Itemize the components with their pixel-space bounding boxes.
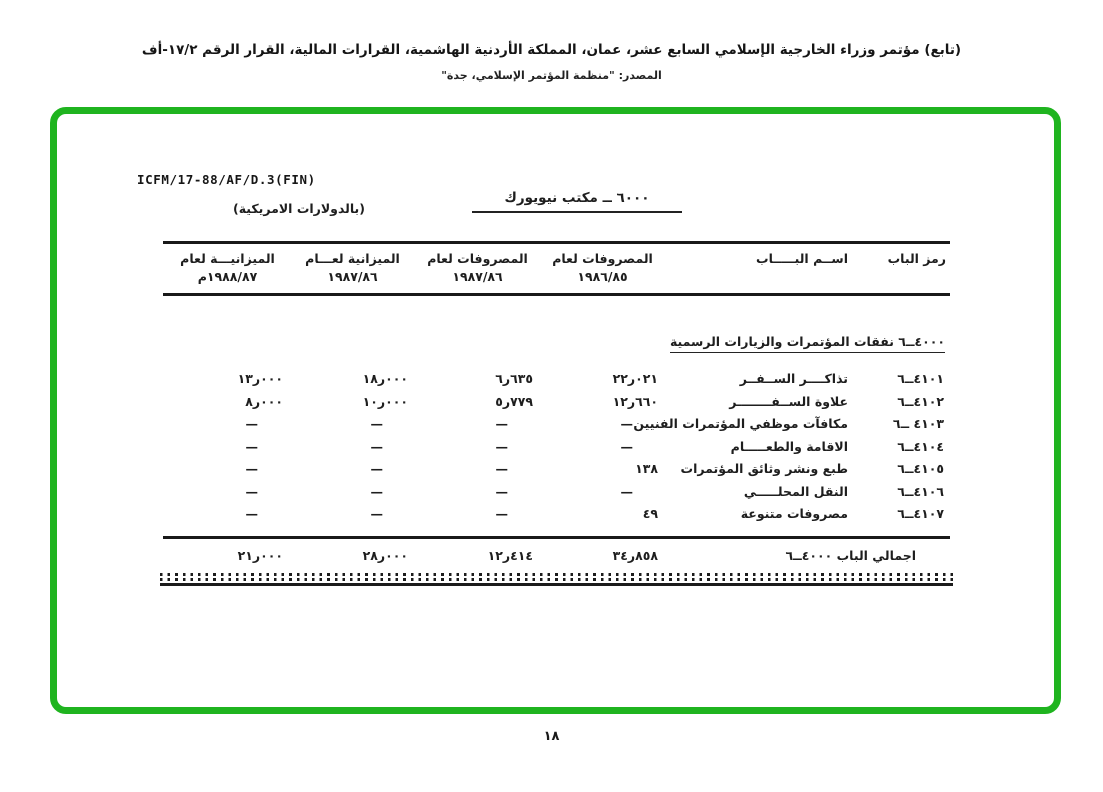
row-bud-8687: — <box>370 506 383 521</box>
row-exp-8586: — <box>620 483 633 499</box>
column-header-label: المصروفات لعام <box>552 251 653 266</box>
currency-note: (بالدولارات الامريكية) <box>233 201 365 216</box>
column-header-name: اســم البـــــاب <box>756 251 848 266</box>
row-bud-8687: — <box>370 483 383 499</box>
row-code: ٤١٠٢ــ٦ <box>897 393 944 409</box>
row-code: ٤١٠٤ــ٦ <box>897 438 944 454</box>
column-header-year: ١٩٨٧/٨٦ <box>452 268 503 284</box>
column-header-label: الميزانية لعـــام <box>305 251 400 266</box>
row-name: النقل المحلـــــي <box>743 483 848 499</box>
row-bud-8687: ١٠ر٠٠٠ <box>362 393 408 409</box>
column-header-year: ١٩٨٦/٨٥ <box>577 268 628 284</box>
row-code: ٤١٠١ــ٦ <box>897 371 944 386</box>
row-bud-8687: ١٨ر٠٠٠ <box>362 371 408 386</box>
row-exp-8586: ٤٩ <box>642 506 658 521</box>
row-exp-8586: ١٢ر٦٦٠ <box>612 393 658 409</box>
source-line: المصدر: "منظمة المؤتمر الإسلامي، جدة" <box>441 69 662 82</box>
row-bud-8788: ٨ر٠٠٠ <box>245 393 283 409</box>
page-number: ١٨ <box>543 729 560 744</box>
table-header-rule <box>163 293 950 296</box>
table-bottom-double-dashed-rule <box>160 573 953 586</box>
row-exp-8687: — <box>495 438 508 454</box>
row-bud-8788: — <box>245 416 258 431</box>
total-exp-8687: ١٢ر٤١٤ <box>487 548 533 563</box>
row-exp-8687: — <box>495 506 508 521</box>
row-bud-8788: ١٣ر٠٠٠ <box>237 371 283 386</box>
total-exp-8586: ٣٤ر٨٥٨ <box>612 548 658 563</box>
row-code: ٤١٠٣ ــ٦ <box>892 416 944 431</box>
row-exp-8687: ٦ر٦٣٥ <box>495 371 533 386</box>
column-header-year: ١٩٨٨/٨٧م <box>197 268 258 284</box>
column-header-code: رمز الباب <box>887 251 946 266</box>
row-bud-8788: — <box>245 461 258 476</box>
row-exp-8687: — <box>495 483 508 499</box>
document-code: ICFM/17-88/AF/D.3(FIN) <box>137 172 316 187</box>
column-header-label: الميزانيـــة لعام <box>180 251 275 266</box>
table-header-row <box>163 250 950 285</box>
row-code: ٤١٠٥ــ٦ <box>897 461 944 476</box>
row-name: طبع ونشر وثائق المؤتمرات <box>680 461 848 476</box>
totals-top-rule <box>163 536 950 539</box>
row-name: الاقامة والطعـــــام <box>730 438 848 454</box>
row-exp-8586: — <box>620 416 633 431</box>
row-bud-8788: — <box>245 438 258 454</box>
row-exp-8586: — <box>620 438 633 454</box>
row-name: مصروفات متنوعة <box>740 506 848 521</box>
totals-row <box>163 545 950 567</box>
table-row <box>163 503 950 526</box>
table-row <box>163 368 950 391</box>
row-bud-8788: — <box>245 506 258 521</box>
row-name: علاوة الســفــــــــر <box>729 393 848 409</box>
dashed-tick-row <box>160 573 953 576</box>
total-bud-8687: ٢٨ر٠٠٠ <box>362 548 408 563</box>
column-header-expenditure-8687 <box>415 250 540 285</box>
conference-header-line: (تابع) مؤتمر وزراء الخارجية الإسلامي السابع عشر، عمان، المملكة الأردنية الهاشمية، القرارات المالية، القرار الرقم ١٧/٢-أف <box>141 42 962 58</box>
row-exp-8687: — <box>495 461 508 476</box>
table-row <box>163 413 950 436</box>
row-bud-8687: — <box>370 438 383 454</box>
table-row <box>163 458 950 481</box>
column-header-expenditure-8586 <box>540 250 665 285</box>
table-row <box>163 481 950 504</box>
row-bud-8788: — <box>245 483 258 499</box>
row-bud-8687: — <box>370 416 383 431</box>
row-name: مكافآت موظفي المؤتمرات الفنيين <box>633 416 848 431</box>
office-title: ٦٠٠٠ ــ مكتب نيويورك <box>472 190 682 213</box>
column-header-label: المصروفات لعام <box>427 251 528 266</box>
row-code: ٤١٠٧ــ٦ <box>897 506 944 521</box>
row-exp-8687: — <box>495 416 508 431</box>
row-code: ٤١٠٦ــ٦ <box>897 483 944 499</box>
row-exp-8687: ٥ر٧٧٩ <box>495 393 533 409</box>
bottom-solid-rule <box>160 583 953 586</box>
table-body <box>163 368 950 526</box>
total-bud-8788: ٢١ر٠٠٠ <box>237 548 283 563</box>
column-header-year: ١٩٨٧/٨٦ <box>327 268 378 284</box>
column-header-budget-8788 <box>165 250 290 285</box>
dashed-tick-row <box>160 578 953 581</box>
row-name: تذاكــــر الســفــر <box>739 371 848 386</box>
total-label: اجمالي الباب ٤٠٠٠ــ٦ <box>785 548 916 563</box>
row-exp-8586: ١٣٨ <box>635 461 658 476</box>
table-row <box>163 391 950 414</box>
table-row <box>163 436 950 459</box>
section-title: ٤٠٠٠ــ٦ نفقات المؤتمرات والزيارات الرسمية <box>670 334 945 353</box>
column-header-budget-8687 <box>290 250 415 285</box>
table-top-rule <box>163 241 950 244</box>
row-exp-8586: ٢٢ر٠٢١ <box>612 371 658 386</box>
row-bud-8687: — <box>370 461 383 476</box>
